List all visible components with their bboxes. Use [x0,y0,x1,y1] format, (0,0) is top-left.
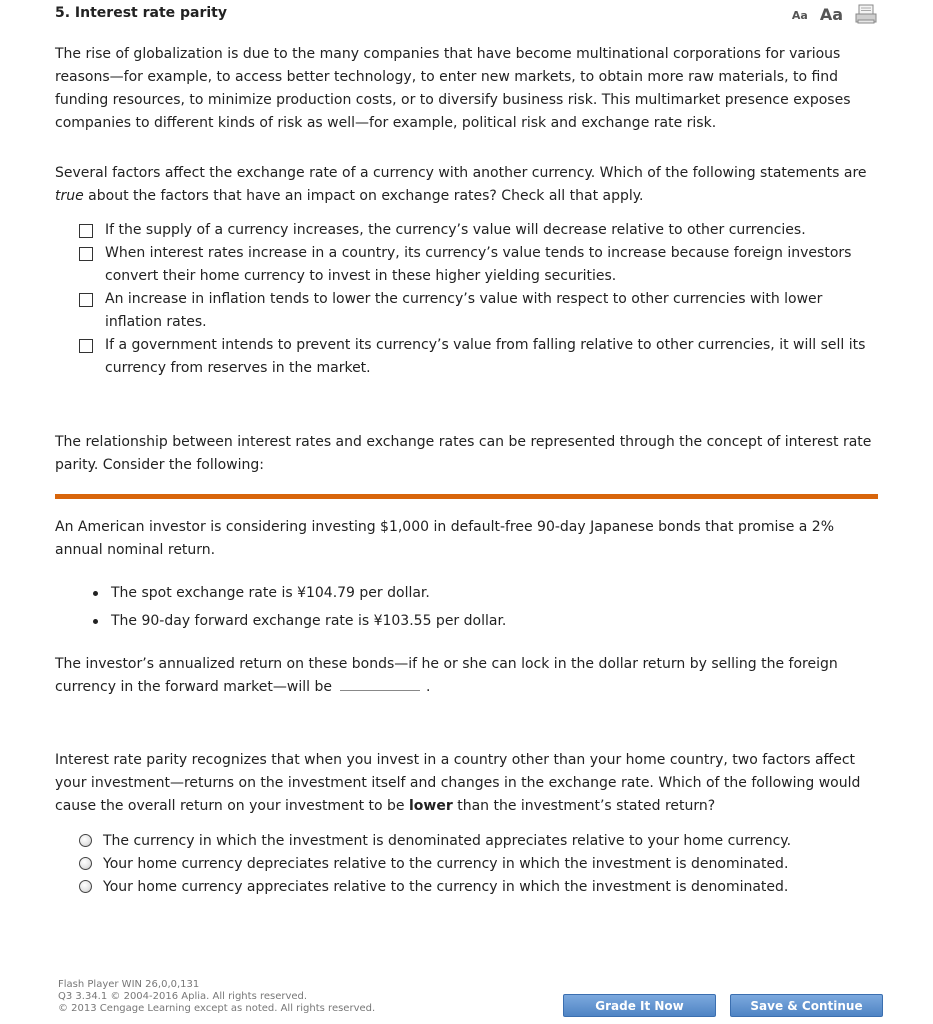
answer-dropdown[interactable] [340,676,420,691]
radio-button[interactable] [79,880,92,893]
orange-divider [55,494,878,499]
radio-option-2[interactable]: Your home currency depreciates relative to the currency in which the investment is denominated. [79,852,879,875]
font-increase-button[interactable]: Aa [819,5,843,24]
checkbox[interactable] [79,224,93,238]
printer-icon[interactable] [855,4,877,24]
radio-option-3[interactable]: Your home currency appreciates relative to the currency in which the investment is denominated. [79,875,879,898]
intro-paragraph: The rise of globalization is due to the many companies that have become multinational corporations for various reasons—for example, to access better technology, to enter new markets, to obtain more raw materials, to find funding resources, to minimize production costs, or to diversify business risk. This multimarket presence exposes companies to different kinds of risk as well—for example, political risk and exchange rate risk. [55,46,851,131]
parity-intro: The relationship between interest rates and exchange rates can be represented through the concept of interest rate parity. Consider the following: [55,434,872,473]
footer-info: Flash Player WIN 26,0,0,131 Q3 3.34.1 © 2004-2016 Aplia. All rights reserved. © 2013 Cengage Learning except as noted. All rights reserved. [58,979,376,1014]
radio-button[interactable] [79,857,92,870]
checkbox-option-3[interactable]: An increase in inflation tends to lower the currency’s value with respect to other currencies with lower inflation rates. [79,288,879,334]
font-decrease-button[interactable]: Aa [791,9,808,22]
save-continue-button[interactable]: Save & Continue [730,994,883,1017]
grade-it-now-button[interactable]: Grade It Now [563,994,716,1017]
question1-prompt: Several factors affect the exchange rate of a currency with another currency. Which of the following statements are true about the factors that have an impact on exchange rates? Check all that apply. [55,165,867,204]
list-item: The spot exchange rate is ¥104.79 per dollar. [93,579,793,607]
return-question: The investor’s annualized return on these bonds—if he or she can lock in the dollar return by selling the foreign currency in the forward market—will be . [55,656,838,695]
checkbox-option-4[interactable]: If a government intends to prevent its currency’s value from falling relative to other currencies, it will sell its currency from reserves in the market. [79,334,879,380]
checkbox-option-1[interactable]: If the supply of a currency increases, the currency’s value will decrease relative to other currencies. [79,219,879,242]
checkbox-option-2[interactable]: When interest rates increase in a country, its currency’s value tends to increase because foreign investors convert their home currency to invest in these higher yielding securities. [79,242,879,288]
rate-bullets [93,579,793,635]
checkbox[interactable] [79,339,93,353]
toolbar [792,4,877,24]
checkbox[interactable] [79,293,93,307]
list-item: The 90-day forward exchange rate is ¥103.55 per dollar. [93,607,793,635]
bullet-icon [93,619,98,624]
scenario-text: An American investor is considering investing $1,000 in default-free 90-day Japanese bonds that promise a 2% annual nominal return. [55,519,835,558]
radio-option-1[interactable]: The currency in which the investment is denominated appreciates relative to your home currency. [79,829,879,852]
question-title: 5. Interest rate parity [55,5,227,21]
checkbox[interactable] [79,247,93,261]
radio-button[interactable] [79,834,92,847]
bullet-icon [93,591,98,596]
question3-prompt: Interest rate parity recognizes that when you invest in a country other than your home country, two factors affect your investment—returns on the investment itself and changes in the exchange rate. Which of the following would cause the overall return on your investment to be lower than the investment’s stated return? [55,752,861,814]
